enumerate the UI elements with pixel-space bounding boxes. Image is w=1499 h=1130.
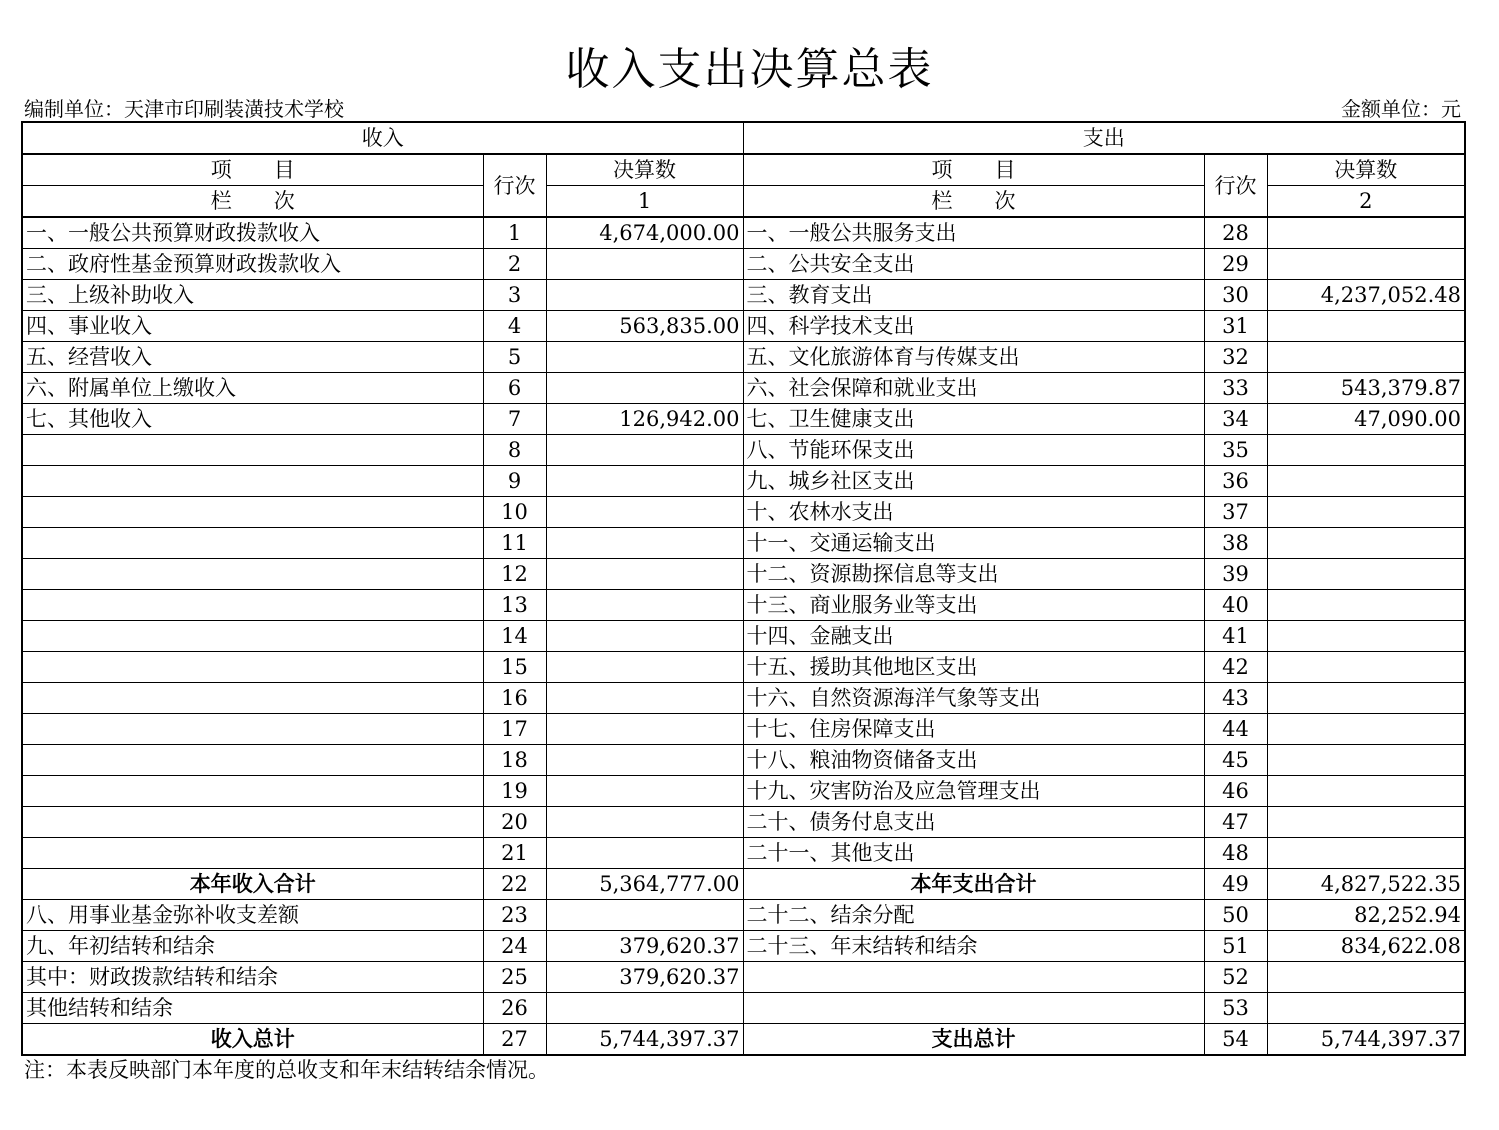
income-amount-cell bbox=[546, 249, 743, 280]
income-amount-cell bbox=[546, 497, 743, 528]
income-amount-cell bbox=[546, 807, 743, 838]
expense-item-cell: 六、社会保障和就业支出 bbox=[743, 373, 1204, 404]
income-amount-cell bbox=[546, 776, 743, 807]
table-row bbox=[22, 931, 1465, 962]
expense-row-no-cell: 47 bbox=[1204, 807, 1267, 838]
income-amount-cell: 379,620.37 bbox=[546, 931, 743, 962]
income-row-no-cell: 17 bbox=[483, 714, 546, 745]
expense-row-no-cell: 48 bbox=[1204, 838, 1267, 869]
income-section-header: 收入 bbox=[22, 122, 743, 154]
income-amount-cell: 379,620.37 bbox=[546, 962, 743, 993]
income-amount-cell bbox=[546, 342, 743, 373]
expense-amount-cell bbox=[1267, 466, 1465, 497]
income-item-cell bbox=[22, 435, 483, 466]
table-note: 注：本表反映部门本年度的总收支和年末结转结余情况。 bbox=[24, 1058, 549, 1082]
expense-row-no-cell: 31 bbox=[1204, 311, 1267, 342]
expense-item-cell: 十二、资源勘探信息等支出 bbox=[743, 559, 1204, 590]
income-row-no-cell: 4 bbox=[483, 311, 546, 342]
table-row bbox=[22, 217, 1465, 249]
income-item-cell: 收入总计 bbox=[22, 1024, 483, 1056]
expense-row-no-cell: 44 bbox=[1204, 714, 1267, 745]
income-amount-cell bbox=[546, 280, 743, 311]
expense-row-no-cell: 54 bbox=[1204, 1024, 1267, 1056]
expense-row-no-cell: 50 bbox=[1204, 900, 1267, 931]
income-item-cell: 三、上级补助收入 bbox=[22, 280, 483, 311]
expense-amount-cell: 543,379.87 bbox=[1267, 373, 1465, 404]
compiling-unit: 编制单位：天津市印刷装潢技术学校 bbox=[24, 97, 344, 121]
income-row-no-cell: 24 bbox=[483, 931, 546, 962]
expense-row-no-cell: 38 bbox=[1204, 528, 1267, 559]
income-row-no-cell: 14 bbox=[483, 621, 546, 652]
table-row bbox=[22, 776, 1465, 807]
expense-amount-cell bbox=[1267, 435, 1465, 466]
expense-row-no-cell: 52 bbox=[1204, 962, 1267, 993]
expense-amount-cell: 47,090.00 bbox=[1267, 404, 1465, 435]
expense-row-no-cell: 46 bbox=[1204, 776, 1267, 807]
expense-item-cell: 九、城乡社区支出 bbox=[743, 466, 1204, 497]
table-row bbox=[22, 466, 1465, 497]
income-row-no-cell: 10 bbox=[483, 497, 546, 528]
income-item-cell: 五、经营收入 bbox=[22, 342, 483, 373]
page-title: 收入支出决算总表 bbox=[565, 44, 934, 95]
income-item-cell: 本年收入合计 bbox=[22, 869, 483, 900]
income-row-no-cell: 26 bbox=[483, 993, 546, 1024]
table-row bbox=[22, 900, 1465, 931]
expense-amount-cell bbox=[1267, 590, 1465, 621]
table-row bbox=[22, 342, 1465, 373]
income-row-no-cell: 15 bbox=[483, 652, 546, 683]
expense-amount-cell bbox=[1267, 217, 1465, 249]
expense-item-cell: 四、科学技术支出 bbox=[743, 311, 1204, 342]
income-amount-cell bbox=[546, 559, 743, 590]
income-item-cell: 九、年初结转和结余 bbox=[22, 931, 483, 962]
income-amount-cell bbox=[546, 838, 743, 869]
expense-section-header: 支出 bbox=[743, 122, 1465, 154]
expense-amount-cell: 834,622.08 bbox=[1267, 931, 1465, 962]
table-row bbox=[22, 528, 1465, 559]
expense-item-cell bbox=[743, 993, 1204, 1024]
expense-column-number: 2 bbox=[1267, 186, 1465, 218]
expense-item-cell: 一、一般公共服务支出 bbox=[743, 217, 1204, 249]
income-amount-cell bbox=[546, 745, 743, 776]
expense-item-cell: 五、文化旅游体育与传媒支出 bbox=[743, 342, 1204, 373]
income-item-cell: 其他结转和结余 bbox=[22, 993, 483, 1024]
income-item-cell: 其中：财政拨款结转和结余 bbox=[22, 962, 483, 993]
table-row bbox=[22, 621, 1465, 652]
income-row-no-cell: 22 bbox=[483, 869, 546, 900]
expense-row-no-cell: 53 bbox=[1204, 993, 1267, 1024]
table-row bbox=[22, 745, 1465, 776]
income-row-no-cell: 21 bbox=[483, 838, 546, 869]
expense-item-cell: 十三、商业服务业等支出 bbox=[743, 590, 1204, 621]
expense-row-no-cell: 45 bbox=[1204, 745, 1267, 776]
year-total-row bbox=[22, 869, 1465, 900]
income-amount-header: 决算数 bbox=[546, 154, 743, 186]
table-row bbox=[22, 652, 1465, 683]
expense-amount-header: 决算数 bbox=[1267, 154, 1465, 186]
column-header-row bbox=[22, 154, 1465, 186]
income-item-cell: 六、附属单位上缴收入 bbox=[22, 373, 483, 404]
table-row bbox=[22, 404, 1465, 435]
income-item-cell bbox=[22, 683, 483, 714]
income-column-number: 1 bbox=[546, 186, 743, 218]
income-row-no-cell: 19 bbox=[483, 776, 546, 807]
expense-item-cell: 三、教育支出 bbox=[743, 280, 1204, 311]
expense-amount-cell bbox=[1267, 683, 1465, 714]
income-item-cell bbox=[22, 838, 483, 869]
income-amount-cell bbox=[546, 714, 743, 745]
income-amount-cell bbox=[546, 683, 743, 714]
grand-total-row bbox=[22, 1024, 1465, 1056]
expense-row-no-cell: 40 bbox=[1204, 590, 1267, 621]
income-amount-cell bbox=[546, 993, 743, 1024]
income-item-cell: 八、用事业基金弥补收支差额 bbox=[22, 900, 483, 931]
table-row bbox=[22, 373, 1465, 404]
income-row-no-cell: 16 bbox=[483, 683, 546, 714]
income-row-no-cell: 11 bbox=[483, 528, 546, 559]
income-amount-cell bbox=[546, 621, 743, 652]
expense-item-cell: 支出总计 bbox=[743, 1024, 1204, 1056]
expense-item-cell: 二十一、其他支出 bbox=[743, 838, 1204, 869]
table-row bbox=[22, 683, 1465, 714]
income-amount-cell: 126,942.00 bbox=[546, 404, 743, 435]
income-row-no-cell: 18 bbox=[483, 745, 546, 776]
income-row-no-cell: 13 bbox=[483, 590, 546, 621]
expense-amount-cell: 5,744,397.37 bbox=[1267, 1024, 1465, 1056]
section-header-row bbox=[22, 122, 1465, 154]
expense-item-cell: 二、公共安全支出 bbox=[743, 249, 1204, 280]
table-row bbox=[22, 838, 1465, 869]
income-row-no-cell: 12 bbox=[483, 559, 546, 590]
income-amount-cell bbox=[546, 466, 743, 497]
income-amount-cell: 563,835.00 bbox=[546, 311, 743, 342]
amount-unit: 金额单位：元 bbox=[1341, 97, 1461, 121]
expense-amount-cell bbox=[1267, 776, 1465, 807]
expense-item-cell: 十、农林水支出 bbox=[743, 497, 1204, 528]
expense-column-label: 栏 次 bbox=[743, 186, 1204, 218]
expense-row-no-cell: 35 bbox=[1204, 435, 1267, 466]
income-item-cell bbox=[22, 621, 483, 652]
income-item-cell bbox=[22, 528, 483, 559]
expense-row-no-cell: 30 bbox=[1204, 280, 1267, 311]
expense-amount-cell bbox=[1267, 311, 1465, 342]
expense-item-cell: 十五、援助其他地区支出 bbox=[743, 652, 1204, 683]
expense-amount-cell bbox=[1267, 621, 1465, 652]
income-amount-cell bbox=[546, 528, 743, 559]
expense-amount-cell bbox=[1267, 745, 1465, 776]
table-row bbox=[22, 807, 1465, 838]
expense-amount-cell bbox=[1267, 559, 1465, 590]
expense-amount-cell: 82,252.94 bbox=[1267, 900, 1465, 931]
income-item-cell: 二、政府性基金预算财政拨款收入 bbox=[22, 249, 483, 280]
income-row-no-cell: 2 bbox=[483, 249, 546, 280]
expense-amount-cell bbox=[1267, 993, 1465, 1024]
expense-amount-cell bbox=[1267, 962, 1465, 993]
income-item-cell bbox=[22, 714, 483, 745]
expense-row-no-cell: 33 bbox=[1204, 373, 1267, 404]
income-amount-cell bbox=[546, 900, 743, 931]
expense-item-cell: 八、节能环保支出 bbox=[743, 435, 1204, 466]
income-row-no-cell: 25 bbox=[483, 962, 546, 993]
expense-row-no-cell: 36 bbox=[1204, 466, 1267, 497]
income-item-cell bbox=[22, 745, 483, 776]
table-row bbox=[22, 559, 1465, 590]
income-row-no-cell: 5 bbox=[483, 342, 546, 373]
income-item-cell bbox=[22, 497, 483, 528]
income-amount-cell: 4,674,000.00 bbox=[546, 217, 743, 249]
expense-row-no-cell: 32 bbox=[1204, 342, 1267, 373]
expense-item-cell bbox=[743, 962, 1204, 993]
table-row bbox=[22, 280, 1465, 311]
expense-item-cell: 本年支出合计 bbox=[743, 869, 1204, 900]
income-item-header: 项 目 bbox=[22, 154, 483, 186]
expense-item-cell: 二十三、年末结转和结余 bbox=[743, 931, 1204, 962]
table-row bbox=[22, 311, 1465, 342]
expense-row-no-cell: 49 bbox=[1204, 869, 1267, 900]
income-expense-table bbox=[21, 121, 1466, 1056]
expense-amount-cell bbox=[1267, 807, 1465, 838]
table-row bbox=[22, 497, 1465, 528]
expense-amount-cell bbox=[1267, 838, 1465, 869]
expense-row-no-cell: 41 bbox=[1204, 621, 1267, 652]
expense-row-no-cell: 29 bbox=[1204, 249, 1267, 280]
expense-row-no-header: 行次 bbox=[1204, 154, 1267, 217]
expense-item-cell: 十七、住房保障支出 bbox=[743, 714, 1204, 745]
income-amount-cell bbox=[546, 373, 743, 404]
income-row-no-cell: 1 bbox=[483, 217, 546, 249]
expense-row-no-cell: 39 bbox=[1204, 559, 1267, 590]
expense-row-no-cell: 37 bbox=[1204, 497, 1267, 528]
expense-item-cell: 十四、金融支出 bbox=[743, 621, 1204, 652]
expense-item-cell: 二十、债务付息支出 bbox=[743, 807, 1204, 838]
income-row-no-cell: 9 bbox=[483, 466, 546, 497]
table-row bbox=[22, 714, 1465, 745]
income-item-cell bbox=[22, 466, 483, 497]
expense-item-cell: 十九、灾害防治及应急管理支出 bbox=[743, 776, 1204, 807]
income-row-no-cell: 8 bbox=[483, 435, 546, 466]
income-item-cell: 一、一般公共预算财政拨款收入 bbox=[22, 217, 483, 249]
income-column-label: 栏 次 bbox=[22, 186, 483, 218]
expense-item-cell: 十一、交通运输支出 bbox=[743, 528, 1204, 559]
expense-row-no-cell: 34 bbox=[1204, 404, 1267, 435]
expense-item-cell: 十八、粮油物资储备支出 bbox=[743, 745, 1204, 776]
income-row-no-cell: 7 bbox=[483, 404, 546, 435]
expense-amount-cell: 4,237,052.48 bbox=[1267, 280, 1465, 311]
expense-amount-cell bbox=[1267, 497, 1465, 528]
table-row bbox=[22, 435, 1465, 466]
expense-amount-cell bbox=[1267, 342, 1465, 373]
income-row-no-cell: 20 bbox=[483, 807, 546, 838]
income-amount-cell: 5,744,397.37 bbox=[546, 1024, 743, 1056]
expense-amount-cell bbox=[1267, 249, 1465, 280]
income-item-cell bbox=[22, 807, 483, 838]
income-item-cell bbox=[22, 590, 483, 621]
expense-amount-cell bbox=[1267, 714, 1465, 745]
income-amount-cell bbox=[546, 652, 743, 683]
table-row bbox=[22, 249, 1465, 280]
expense-row-no-cell: 51 bbox=[1204, 931, 1267, 962]
expense-item-cell: 十六、自然资源海洋气象等支出 bbox=[743, 683, 1204, 714]
expense-row-no-cell: 28 bbox=[1204, 217, 1267, 249]
income-amount-cell bbox=[546, 435, 743, 466]
expense-row-no-cell: 42 bbox=[1204, 652, 1267, 683]
income-item-cell bbox=[22, 559, 483, 590]
income-amount-cell bbox=[546, 590, 743, 621]
expense-item-cell: 二十二、结余分配 bbox=[743, 900, 1204, 931]
income-row-no-cell: 3 bbox=[483, 280, 546, 311]
income-item-cell: 四、事业收入 bbox=[22, 311, 483, 342]
expense-row-no-cell: 43 bbox=[1204, 683, 1267, 714]
expense-amount-cell bbox=[1267, 528, 1465, 559]
table-row bbox=[22, 590, 1465, 621]
expense-amount-cell: 4,827,522.35 bbox=[1267, 869, 1465, 900]
table-row bbox=[22, 962, 1465, 993]
expense-item-header: 项 目 bbox=[743, 154, 1204, 186]
income-amount-cell: 5,364,777.00 bbox=[546, 869, 743, 900]
income-item-cell bbox=[22, 652, 483, 683]
expense-amount-cell bbox=[1267, 652, 1465, 683]
income-item-cell: 七、其他收入 bbox=[22, 404, 483, 435]
income-row-no-cell: 27 bbox=[483, 1024, 546, 1056]
income-row-no-cell: 6 bbox=[483, 373, 546, 404]
income-item-cell bbox=[22, 776, 483, 807]
table-row bbox=[22, 993, 1465, 1024]
income-row-no-cell: 23 bbox=[483, 900, 546, 931]
expense-item-cell: 七、卫生健康支出 bbox=[743, 404, 1204, 435]
income-row-no-header: 行次 bbox=[483, 154, 546, 217]
